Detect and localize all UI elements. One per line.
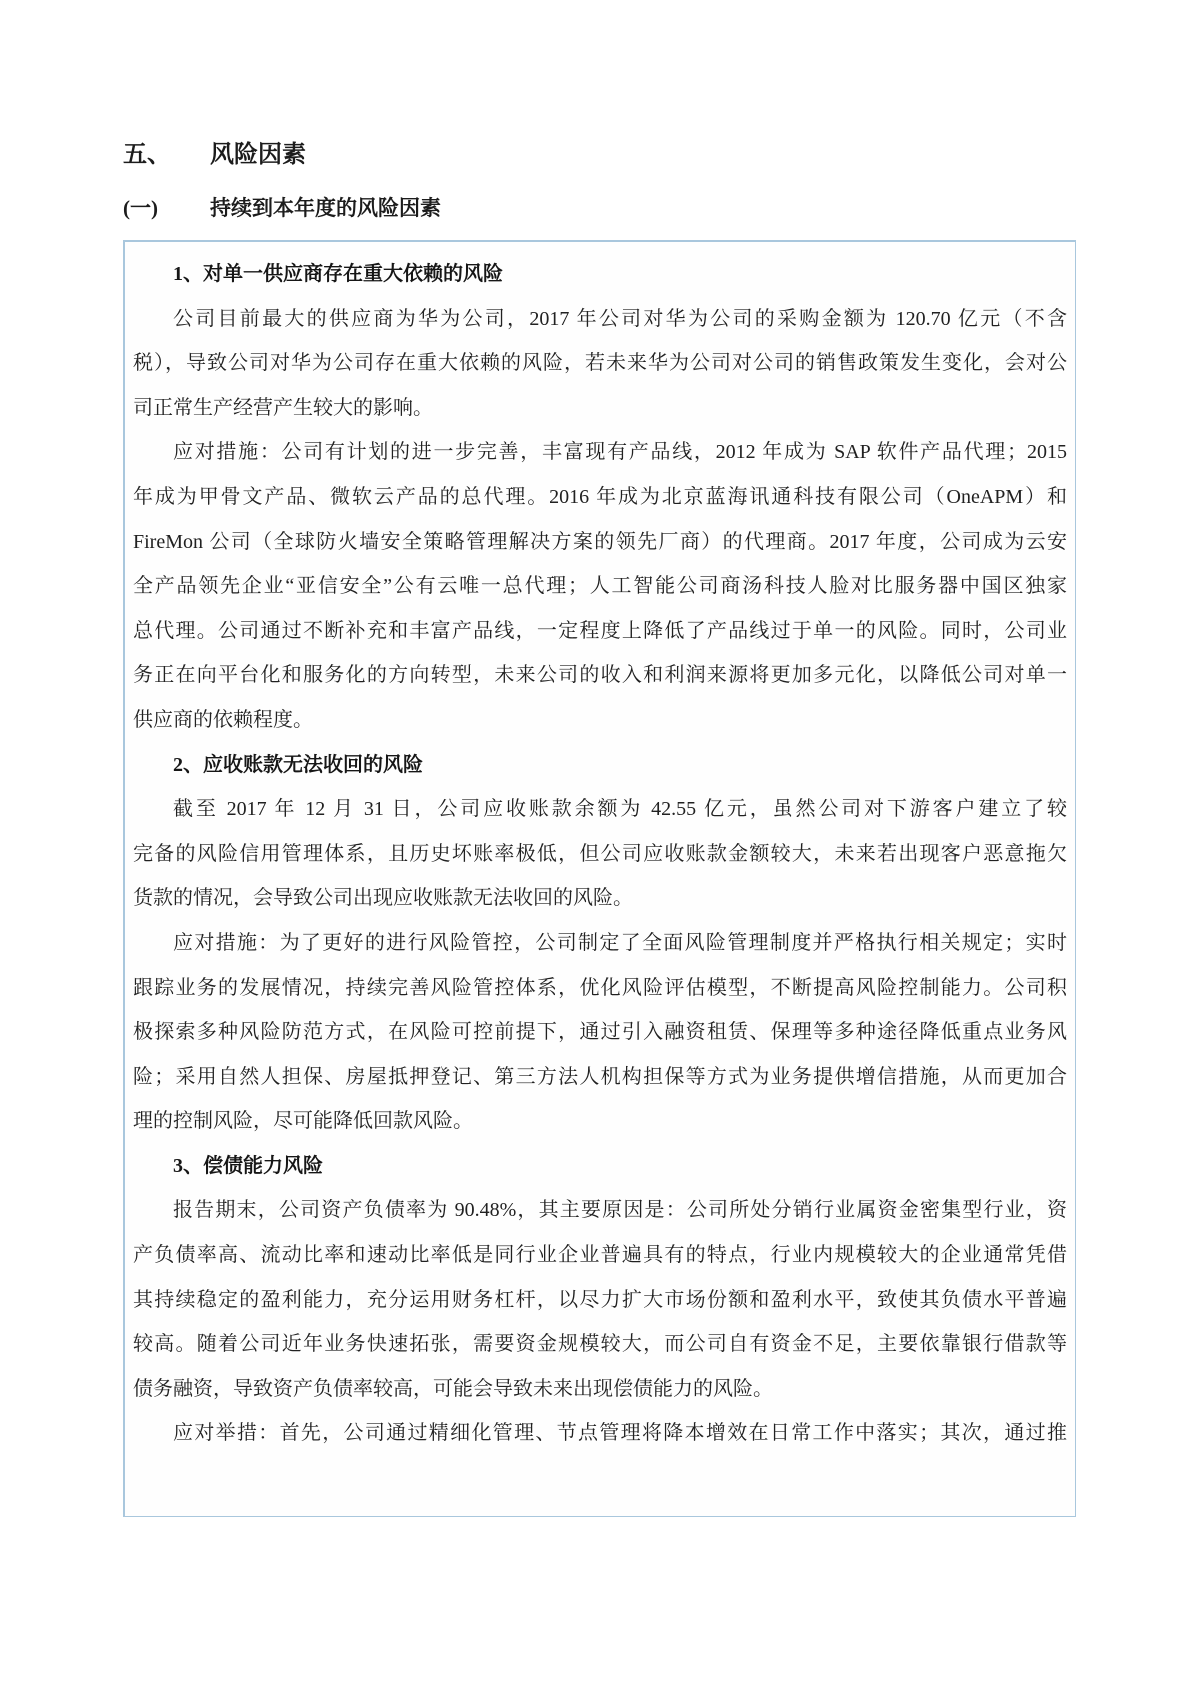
- paragraph-line: FireMon 公司（全球防火墙安全策略管理解决方案的领先厂商）的代理商。2017 年度，公司成为云安: [133, 530, 1067, 553]
- paragraph-line: 其持续稳定的盈利能力，充分运用财务杠杆，以尽力扩大市场份额和盈利水平，致使其负债水平普遍: [133, 1288, 1067, 1311]
- paragraph-line: 供应商的依赖程度。: [133, 708, 313, 731]
- paragraph-line: 债务融资，导致资产负债率较高，可能会导致未来出现偿债能力的风险。: [133, 1377, 773, 1400]
- paragraph-line: 截至 2017 年 12 月 31 日，公司应收账款余额为 42.55 亿元，虽然公司对下游客户建立了较: [173, 798, 1067, 821]
- paragraph-line: 报告期末，公司资产负债率为 90.48%，其主要原因是：公司所处分销行业属资金密集型行业，资: [173, 1199, 1067, 1222]
- paragraph-line: 司正常生产经营产生较大的影响。: [133, 396, 433, 419]
- paragraph-line: 完备的风险信用管理体系，且历史坏账率极低，但公司应收账款金额较大，未来若出现客户恶意拖欠: [133, 842, 1067, 865]
- paragraph-line: 货款的情况，会导致公司出现应收账款无法收回的风险。: [133, 887, 633, 910]
- paragraph-line: 务正在向平台化和服务化的方向转型，未来公司的收入和利润来源将更加多元化，以降低公司对单一: [133, 664, 1067, 687]
- paragraph-line: 产负债率高、流动比率和速动比率低是同行业企业普遍具有的特点，行业内规模较大的企业通常凭借: [133, 1244, 1067, 1267]
- main-heading-number: 五、: [123, 142, 171, 168]
- paragraph-line: 全产品领先企业“亚信安全”公有云唯一总代理；人工智能公司商汤科技人脸对比服务器中国区独家: [133, 575, 1067, 598]
- sub-heading: [123, 192, 441, 222]
- paragraph-line: 应对措施：公司有计划的进一步完善，丰富现有产品线，2012 年成为 SAP 软件产品代理；2015: [173, 441, 1067, 464]
- risk-box: [123, 240, 1076, 1517]
- section-title: 3、偿债能力风险: [173, 1154, 323, 1177]
- paragraph-line: 跟踪业务的发展情况，持续完善风险管控体系，优化风险评估模型，不断提高风险控制能力。公司积: [133, 976, 1067, 999]
- paragraph-line: 年成为甲骨文产品、微软云产品的总代理。2016 年成为北京蓝海讯通科技有限公司（OneAPM）和: [133, 485, 1067, 508]
- section-title: 2、应收账款无法收回的风险: [173, 753, 423, 776]
- sub-heading-number: (一): [123, 196, 158, 220]
- main-heading: [123, 134, 306, 169]
- paragraph-line: 公司目前最大的供应商为华为公司，2017 年公司对华为公司的采购金额为 120.70 亿元（不含: [173, 307, 1067, 330]
- paragraph-line: 应对措施：为了更好的进行风险管控，公司制定了全面风险管理制度并严格执行相关规定；实时: [173, 931, 1067, 954]
- paragraph-line: 税），导致公司对华为公司存在重大依赖的风险，若未来华为公司对公司的销售政策发生变化，会对公: [133, 352, 1067, 375]
- paragraph-line: 较高。随着公司近年业务快速拓张，需要资金规模较大，而公司自有资金不足，主要依靠银行借款等: [133, 1333, 1067, 1356]
- section-title: 1、对单一供应商存在重大依赖的风险: [173, 263, 503, 285]
- paragraph-line: 理的控制风险，尽可能降低回款风险。: [133, 1110, 473, 1133]
- paragraph-line: 极探索多种风险防范方式，在风险可控前提下，通过引入融资租赁、保理等多种途径降低重点业务风: [133, 1021, 1067, 1044]
- main-heading-text: 风险因素: [210, 142, 306, 168]
- paragraph-line: 应对举措：首先，公司通过精细化管理、节点管理将降本增效在日常工作中落实；其次，通过推: [173, 1422, 1067, 1445]
- paragraph-line: 总代理。公司通过不断补充和丰富产品线，一定程度上降低了产品线过于单一的风险。同时，公司业: [133, 619, 1067, 642]
- paragraph-line: 险；采用自然人担保、房屋抵押登记、第三方法人机构担保等方式为业务提供增信措施，从而更加合: [133, 1065, 1067, 1088]
- sub-heading-text: 持续到本年度的风险因素: [210, 196, 441, 220]
